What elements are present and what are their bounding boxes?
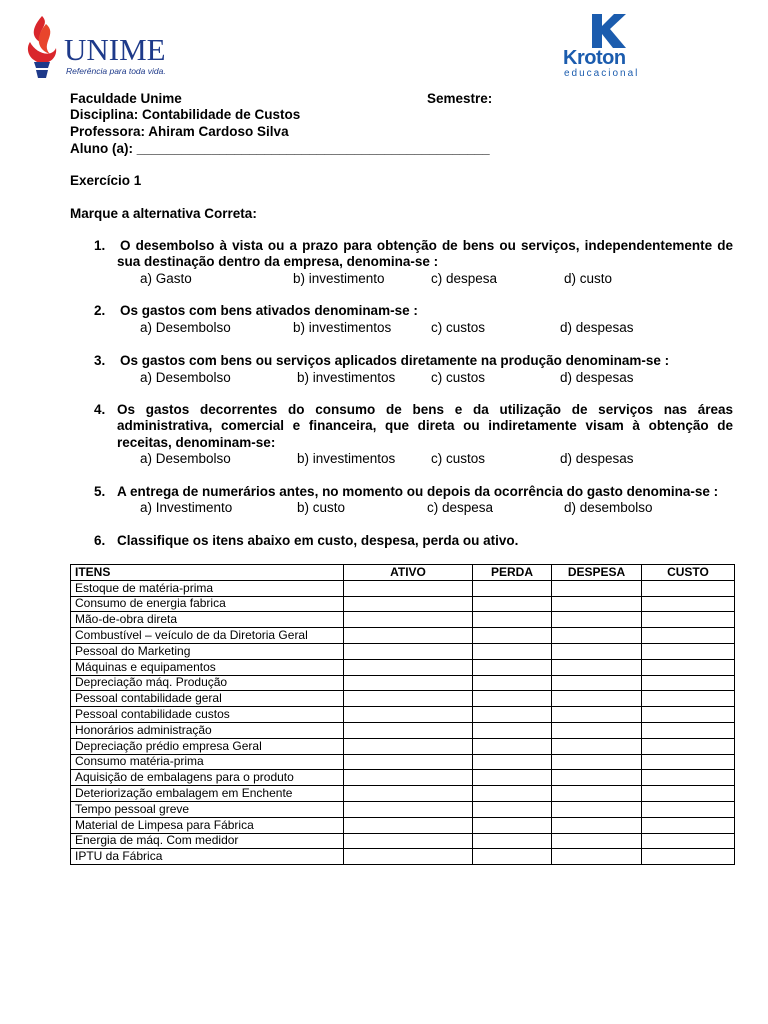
ativo-cell[interactable] xyxy=(344,833,473,849)
item-name-cell: Aquisição de embalagens para o produto xyxy=(71,770,344,786)
perda-cell[interactable] xyxy=(473,754,552,770)
unime-tagline: Referência para toda vida. xyxy=(66,66,166,76)
unime-logo xyxy=(22,14,166,80)
question-text: Os gastos com bens ou serviços aplicados diretamente na produção denominam-se : xyxy=(120,353,670,368)
ativo-cell[interactable] xyxy=(344,801,473,817)
ativo-cell[interactable] xyxy=(344,628,473,644)
perda-cell[interactable] xyxy=(473,738,552,754)
item-name-cell: Pessoal do Marketing xyxy=(71,643,344,659)
item-name-cell: Material de Limpesa para Fábrica xyxy=(71,817,344,833)
item-name-cell: Energia de máq. Com medidor xyxy=(71,833,344,849)
table-row xyxy=(71,786,735,802)
question-text: A entrega de numerários antes, no momento ou depois da ocorrência do gasto denomina-se : xyxy=(117,484,719,499)
option-a: a) Investimento xyxy=(140,500,233,515)
table-row xyxy=(71,817,735,833)
despesa-cell[interactable] xyxy=(552,722,642,738)
table-row xyxy=(71,596,735,612)
flame-icon xyxy=(22,14,66,80)
custo-cell[interactable] xyxy=(642,849,735,865)
custo-cell[interactable] xyxy=(642,770,735,786)
perda-cell[interactable] xyxy=(473,786,552,802)
perda-cell[interactable] xyxy=(473,659,552,675)
option-b: b) custo xyxy=(297,500,346,515)
option-a: a) Desembolso xyxy=(140,451,231,466)
option-b: b) investimento xyxy=(293,271,385,286)
header-custo: CUSTO xyxy=(642,565,735,581)
ativo-cell[interactable] xyxy=(344,596,473,612)
option-b: b) investimentos xyxy=(297,451,396,466)
item-name-cell: Consumo de energia fabrica xyxy=(71,596,344,612)
item-name-cell: Estoque de matéria-prima xyxy=(71,580,344,596)
ativo-cell[interactable] xyxy=(344,580,473,596)
ativo-cell[interactable] xyxy=(344,675,473,691)
custo-cell[interactable] xyxy=(642,675,735,691)
question-number: 5. xyxy=(94,484,106,499)
option-c: c) custos xyxy=(431,320,486,335)
item-name-cell: IPTU da Fábrica xyxy=(71,849,344,865)
custo-cell[interactable] xyxy=(642,659,735,675)
custo-cell[interactable] xyxy=(642,738,735,754)
item-name-cell: Máquinas e equipamentos xyxy=(71,659,344,675)
table-row xyxy=(71,722,735,738)
table-row xyxy=(71,612,735,628)
table-row xyxy=(71,849,735,865)
despesa-cell[interactable] xyxy=(552,659,642,675)
option-c: c) despesa xyxy=(427,500,494,515)
despesa-cell[interactable] xyxy=(552,612,642,628)
custo-cell[interactable] xyxy=(642,722,735,738)
option-d: d) despesas xyxy=(560,320,634,335)
perda-cell[interactable] xyxy=(473,675,552,691)
faculdade-label: Faculdade Unime xyxy=(70,91,182,106)
ativo-cell[interactable] xyxy=(344,722,473,738)
kroton-logo xyxy=(560,14,660,80)
classification-table xyxy=(70,564,735,865)
table-row xyxy=(71,833,735,849)
ativo-cell[interactable] xyxy=(344,754,473,770)
custo-cell[interactable] xyxy=(642,580,735,596)
despesa-cell[interactable] xyxy=(552,738,642,754)
disciplina-label: Disciplina: Contabilidade de Custos xyxy=(70,107,301,122)
exercise-instruction: Marque a alternativa Correta: xyxy=(70,206,257,221)
header-perda: PERDA xyxy=(473,565,552,581)
option-a: a) Desembolso xyxy=(140,370,231,385)
custo-cell[interactable] xyxy=(642,707,735,723)
despesa-cell[interactable] xyxy=(552,675,642,691)
despesa-cell[interactable] xyxy=(552,786,642,802)
custo-cell[interactable] xyxy=(642,628,735,644)
despesa-cell[interactable] xyxy=(552,628,642,644)
perda-cell[interactable] xyxy=(473,596,552,612)
option-c: c) custos xyxy=(431,451,486,466)
perda-cell[interactable] xyxy=(473,691,552,707)
ativo-cell[interactable] xyxy=(344,612,473,628)
item-name-cell: Combustível – veículo de da Diretoria Geral xyxy=(71,628,344,644)
perda-cell[interactable] xyxy=(473,643,552,659)
despesa-cell[interactable] xyxy=(552,580,642,596)
despesa-cell[interactable] xyxy=(552,754,642,770)
kroton-logo-text: Kroton xyxy=(563,47,626,69)
question-number: 4. xyxy=(94,402,106,417)
perda-cell[interactable] xyxy=(473,833,552,849)
option-d: d) despesas xyxy=(560,451,634,466)
despesa-cell[interactable] xyxy=(552,801,642,817)
custo-cell[interactable] xyxy=(642,817,735,833)
table-row xyxy=(71,691,735,707)
header-ativo: ATIVO xyxy=(344,565,473,581)
question-text: Classifique os itens abaixo em custo, despesa, perda ou ativo. xyxy=(117,533,519,548)
custo-cell[interactable] xyxy=(642,612,735,628)
ativo-cell[interactable] xyxy=(344,643,473,659)
table-row xyxy=(71,580,735,596)
question-number: 2. xyxy=(94,303,106,318)
table-row xyxy=(71,628,735,644)
custo-cell[interactable] xyxy=(642,643,735,659)
ativo-cell[interactable] xyxy=(344,707,473,723)
table-row xyxy=(71,643,735,659)
option-a: a) Desembolso xyxy=(140,320,231,335)
custo-cell[interactable] xyxy=(642,801,735,817)
table-row xyxy=(71,754,735,770)
option-b: b) investimentos xyxy=(297,370,396,385)
ativo-cell[interactable] xyxy=(344,691,473,707)
despesa-cell[interactable] xyxy=(552,817,642,833)
item-name-cell: Pessoal contabilidade custos xyxy=(71,707,344,723)
aluno-field: Aluno (a): _______________________________________________ xyxy=(70,141,490,156)
header-despesa: DESPESA xyxy=(552,565,642,581)
ativo-cell[interactable] xyxy=(344,738,473,754)
kroton-logo-subtitle: educacional xyxy=(564,68,640,79)
item-name-cell: Mão-de-obra direta xyxy=(71,612,344,628)
item-name-cell: Tempo pessoal greve xyxy=(71,801,344,817)
question-text: Os gastos decorrentes do consumo de bens e da utilização de serviços nas áreas administrativa, comercial e financeira, que direta ou indiretamente visam à obtenção de receitas, denominam-se: xyxy=(117,402,733,450)
custo-cell[interactable] xyxy=(642,691,735,707)
unime-logo-text: UNIME xyxy=(64,32,166,67)
despesa-cell[interactable] xyxy=(552,833,642,849)
table-row xyxy=(71,801,735,817)
kroton-k-icon xyxy=(586,14,626,48)
ativo-cell[interactable] xyxy=(344,786,473,802)
custo-cell[interactable] xyxy=(642,596,735,612)
question-text: Os gastos com bens ativados denominam-se : xyxy=(120,303,418,318)
item-name-cell: Depreciação máq. Produção xyxy=(71,675,344,691)
semestre-label: Semestre: xyxy=(427,91,493,106)
option-c: c) custos xyxy=(431,370,486,385)
custo-cell[interactable] xyxy=(642,786,735,802)
perda-cell[interactable] xyxy=(473,770,552,786)
perda-cell[interactable] xyxy=(473,849,552,865)
despesa-cell[interactable] xyxy=(552,596,642,612)
despesa-cell[interactable] xyxy=(552,707,642,723)
item-name-cell: Depreciação prédio empresa Geral xyxy=(71,738,344,754)
perda-cell[interactable] xyxy=(473,722,552,738)
question-number: 6. xyxy=(94,533,106,548)
table-row xyxy=(71,770,735,786)
perda-cell[interactable] xyxy=(473,612,552,628)
despesa-cell[interactable] xyxy=(552,643,642,659)
perda-cell[interactable] xyxy=(473,580,552,596)
question-number: 1. xyxy=(94,238,106,253)
perda-cell[interactable] xyxy=(473,801,552,817)
perda-cell[interactable] xyxy=(473,707,552,723)
despesa-cell[interactable] xyxy=(552,770,642,786)
table-row xyxy=(71,707,735,723)
despesa-cell[interactable] xyxy=(552,691,642,707)
header-itens: ITENS xyxy=(71,565,344,581)
perda-cell[interactable] xyxy=(473,628,552,644)
exercise-title: Exercício 1 xyxy=(70,173,142,188)
item-name-cell: Deteriorização embalagem em Enchente xyxy=(71,786,344,802)
item-name-cell: Honorários administração xyxy=(71,722,344,738)
table-header-row xyxy=(71,565,735,581)
table-row xyxy=(71,675,735,691)
table-row xyxy=(71,659,735,675)
item-name-cell: Consumo matéria-prima xyxy=(71,754,344,770)
item-name-cell: Pessoal contabilidade geral xyxy=(71,691,344,707)
option-d: d) despesas xyxy=(560,370,634,385)
question-text: O desembolso à vista ou a prazo para obtenção de bens ou serviços, independentemente de sua destinação dentro da empresa, denomina-se : xyxy=(117,238,733,270)
option-d: d) desembolso xyxy=(564,500,653,515)
ativo-cell[interactable] xyxy=(344,659,473,675)
professora-label: Professora: Ahiram Cardoso Silva xyxy=(70,124,289,139)
despesa-cell[interactable] xyxy=(552,849,642,865)
ativo-cell[interactable] xyxy=(344,770,473,786)
option-d: d) custo xyxy=(564,271,613,286)
table-row xyxy=(71,738,735,754)
option-a: a) Gasto xyxy=(140,271,192,286)
ativo-cell[interactable] xyxy=(344,849,473,865)
ativo-cell[interactable] xyxy=(344,817,473,833)
perda-cell[interactable] xyxy=(473,817,552,833)
custo-cell[interactable] xyxy=(642,833,735,849)
custo-cell[interactable] xyxy=(642,754,735,770)
option-b: b) investimentos xyxy=(293,320,392,335)
option-c: c) despesa xyxy=(431,271,498,286)
question-number: 3. xyxy=(94,353,106,368)
